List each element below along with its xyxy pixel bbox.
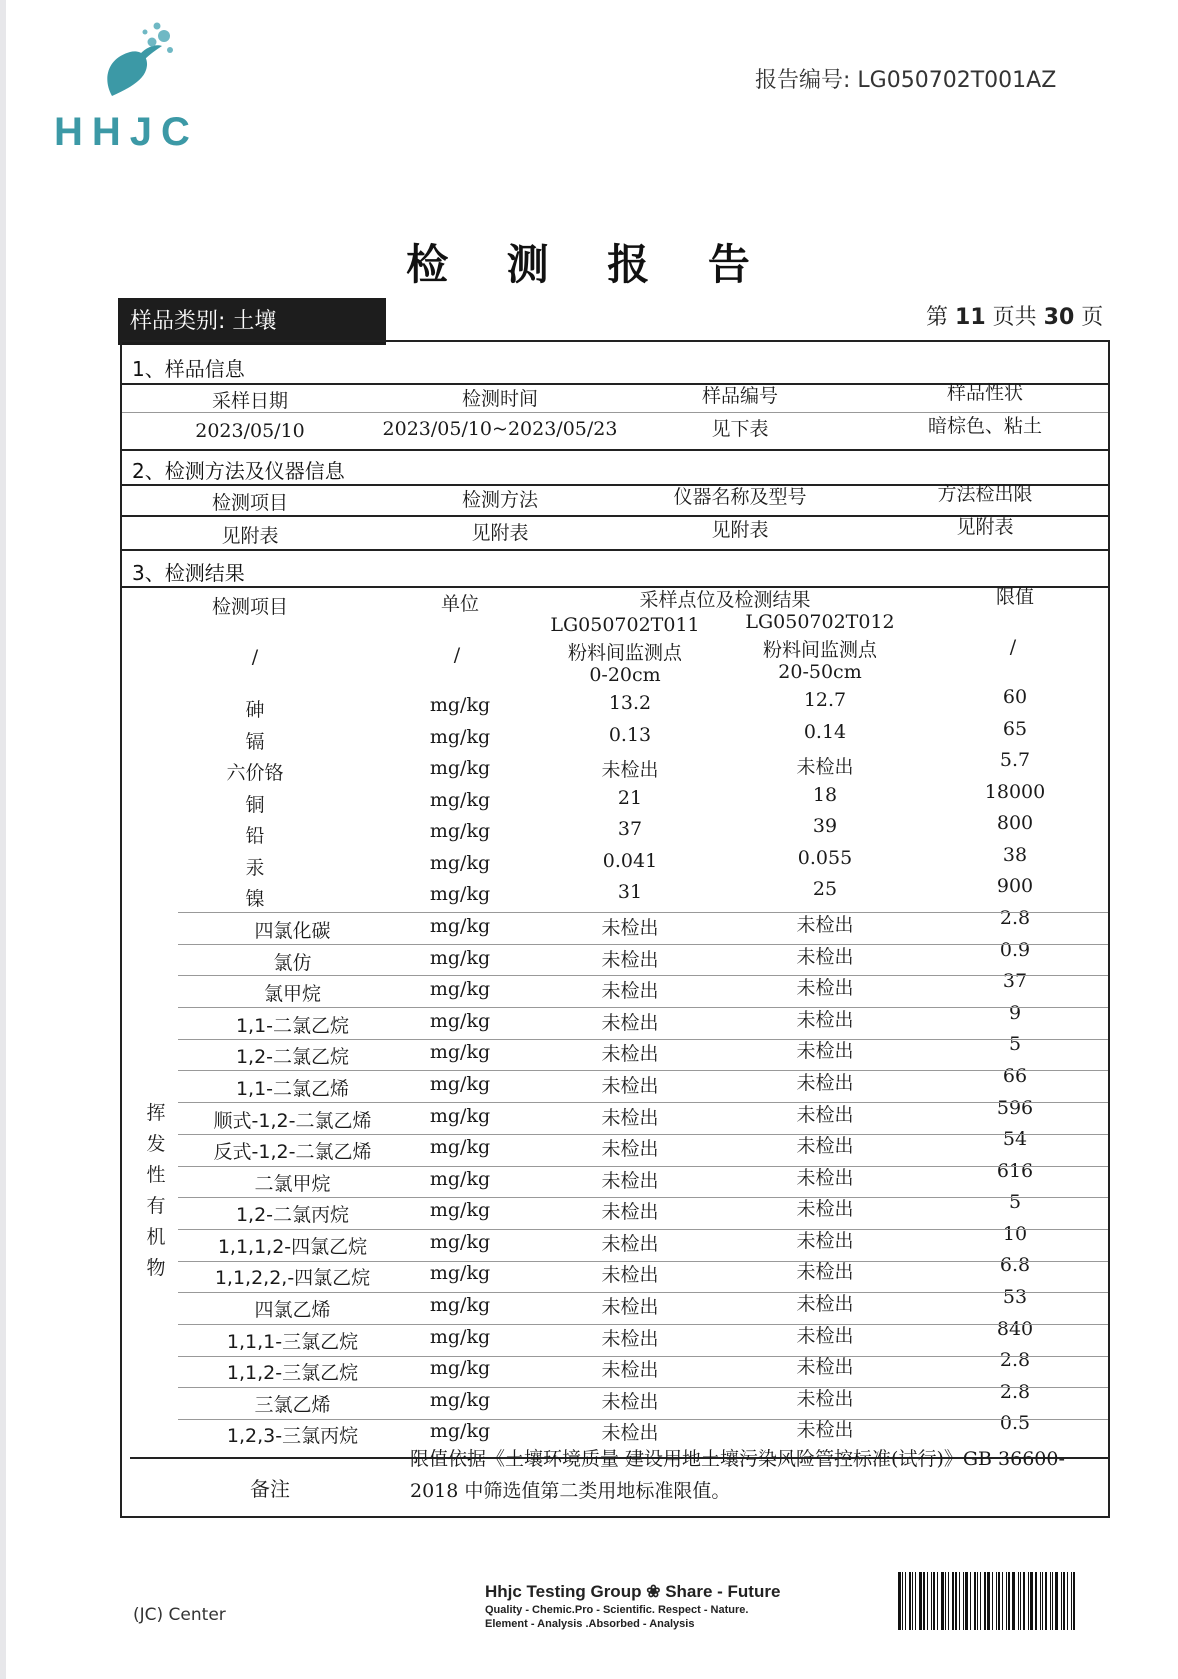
result-cell-limit: 2.8 [999, 1349, 1031, 1372]
voc-group-label [142, 1098, 170, 1284]
report-number-label: 报告编号: [755, 68, 851, 93]
barcode-bar [1023, 1572, 1025, 1630]
result-cell-limit: 66 [1002, 1064, 1028, 1087]
result-cell-r1: 未检出 [601, 759, 659, 782]
result-cell-limit: 9 [1008, 1001, 1022, 1024]
result-cell-item: 顺式-1,2-二氯乙烯 [213, 1109, 372, 1132]
s1-value-sample-nature: 暗棕色、粘土 [927, 415, 1042, 437]
s2-header-method: 检测方法 [461, 489, 538, 511]
result-cell-unit: mg/kg [429, 1199, 491, 1222]
result-cell-r2: 未检出 [796, 977, 854, 1000]
page-suffix: 页 [1081, 305, 1104, 330]
result-cell-unit: mg/kg [429, 1072, 491, 1095]
result-cell-r1: 37 [617, 818, 643, 841]
section-3-heading: 3、检测结果 [132, 561, 245, 585]
footer-center-label: (JC) Center [133, 1605, 226, 1625]
result-cell-r1: 未检出 [601, 1074, 659, 1097]
result-cell-unit: mg/kg [429, 820, 491, 843]
result-cell-unit: mg/kg [429, 1041, 491, 1064]
result-cell-unit: mg/kg [429, 1009, 491, 1032]
result-cell-r2: 未检出 [796, 1071, 854, 1094]
barcode-bar [898, 1572, 901, 1630]
result-cell-r1: 未检出 [601, 1169, 659, 1192]
result-cell-unit: mg/kg [429, 1357, 491, 1380]
s1-header-date: 采样日期 [211, 390, 288, 412]
barcode-bar [1018, 1572, 1019, 1630]
result-cell-r1: 未检出 [601, 1011, 659, 1034]
row-divider [178, 1102, 1108, 1103]
result-cell-unit: mg/kg [429, 1420, 491, 1443]
barcode-bar [996, 1572, 997, 1630]
barcode-bar [987, 1572, 990, 1630]
result-cell-unit: mg/kg [429, 978, 491, 1001]
result-cell-r2: 未检出 [796, 1356, 854, 1379]
barcode-bar [1028, 1572, 1029, 1630]
result-cell-limit: 616 [996, 1159, 1034, 1182]
remark-text: 限值依据《土壤环境质量 建设用地土壤污染风险管控标准(试行)》GB 36600-2018 中筛选值第二类用地标准限值。 [410, 1448, 1065, 1502]
s2-value-method: 见附表 [471, 522, 529, 544]
result-cell-item: 镍 [245, 888, 265, 911]
voc-group-char: 性 [146, 1164, 166, 1186]
point2-name: 粉料间监测点 [762, 639, 877, 661]
point1-name: 粉料间监测点 [567, 642, 682, 664]
result-cell-r2: 12.7 [803, 689, 847, 711]
result-cell-item: 铜 [245, 793, 265, 816]
result-cell-limit: 840 [996, 1317, 1034, 1340]
s2-value-instrument: 见附表 [711, 519, 769, 541]
s2-header-instrument: 仪器名称及型号 [673, 486, 807, 508]
result-cell-r1: 未检出 [601, 1296, 659, 1319]
s3-slash-limit: / [1009, 636, 1017, 658]
s3-slash-item: / [251, 646, 259, 668]
barcode-bar [955, 1572, 957, 1630]
result-cell-r2: 未检出 [796, 1293, 854, 1316]
barcode-bar [1067, 1572, 1068, 1630]
result-cell-r1: 13.2 [608, 692, 652, 714]
result-cell-unit: mg/kg [429, 883, 491, 906]
barcode-bar [998, 1572, 1000, 1630]
result-cell-limit: 10 [1002, 1222, 1028, 1245]
result-cell-item: 汞 [245, 856, 265, 879]
result-cell-r2: 未检出 [796, 1103, 854, 1126]
s2-value-detection-limit: 见附表 [956, 516, 1014, 538]
result-cell-r1: 0.13 [608, 723, 652, 746]
s3-header-limit: 限值 [995, 586, 1034, 608]
row-divider [178, 1387, 1108, 1388]
point2-depth: 20-50cm [778, 661, 862, 683]
barcode-bar [977, 1572, 978, 1630]
result-cell-r2: 0.055 [797, 846, 853, 869]
result-cell-r2: 未检出 [796, 1008, 854, 1031]
result-cell-limit: 0.5 [999, 1412, 1031, 1435]
divider [122, 449, 1108, 451]
result-cell-r2: 未检出 [796, 1198, 854, 1221]
barcode-bar [915, 1572, 916, 1630]
barcode-bar [1030, 1572, 1033, 1630]
result-cell-unit: mg/kg [429, 1104, 491, 1127]
result-cell-unit: mg/kg [429, 851, 491, 874]
result-cell-limit: 53 [1002, 1286, 1028, 1309]
result-cell-unit: mg/kg [429, 1262, 491, 1285]
page-title: 检 测 报 告 [406, 240, 772, 289]
barcode-bar [905, 1572, 906, 1630]
result-cell-unit: mg/kg [429, 1388, 491, 1411]
barcode-bar [1035, 1572, 1037, 1630]
result-cell-limit: 5.7 [999, 749, 1031, 772]
row-divider [178, 944, 1108, 945]
footer-brand-line1 [485, 1582, 825, 1602]
result-cell-r1: 未检出 [601, 1043, 659, 1066]
result-cell-r2: 0.14 [803, 720, 847, 743]
result-cell-unit: mg/kg [429, 725, 491, 748]
section-1-heading: 1、样品信息 [132, 357, 245, 381]
row-divider [178, 1197, 1108, 1198]
result-cell-unit: mg/kg [429, 915, 491, 938]
result-cell-r1: 未检出 [601, 1232, 659, 1255]
barcode-bar [909, 1572, 911, 1630]
result-cell-item: 四氯乙烯 [254, 1299, 331, 1322]
s1-header-sample-nature: 样品性状 [946, 382, 1023, 404]
result-cell-r2: 未检出 [796, 1166, 854, 1189]
barcode-bar [1020, 1572, 1021, 1630]
barcode-bar [927, 1572, 928, 1630]
barcode-bar [912, 1572, 913, 1630]
voc-group-char: 发 [146, 1133, 166, 1155]
point1-depth: 0-20cm [589, 664, 661, 686]
result-cell-r2: 未检出 [796, 1040, 854, 1063]
result-cell-r1: 未检出 [601, 1390, 659, 1413]
footer-group: Hhjc Testing Group [485, 1582, 642, 1601]
result-cell-item: 1,1,1,2-四氯乙烷 [217, 1235, 368, 1258]
result-cell-item: 1,1-二氯乙烷 [235, 1014, 350, 1037]
result-cell-r1: 0.041 [602, 849, 658, 872]
barcode-bar [1006, 1572, 1007, 1630]
barcode-bar [1050, 1572, 1051, 1630]
barcode-bar [937, 1572, 938, 1630]
result-cell-item: 氯仿 [273, 951, 312, 974]
result-cell-limit: 0.9 [999, 938, 1031, 961]
barcode-bar [945, 1572, 946, 1630]
result-cell-item: 四氯化碳 [254, 920, 331, 943]
logo-mark-icon [100, 18, 180, 108]
result-cell-unit: mg/kg [429, 1230, 491, 1253]
result-cell-r2: 未检出 [796, 1135, 854, 1158]
barcode-bar [1042, 1572, 1043, 1630]
s1-header-sample-no: 样品编号 [701, 385, 778, 407]
barcode-bar [1071, 1572, 1072, 1630]
result-cell-unit: mg/kg [429, 1294, 491, 1317]
barcode-bar [959, 1572, 960, 1630]
result-cell-limit: 38 [1002, 843, 1028, 866]
result-cell-item: 氯甲烷 [263, 983, 321, 1006]
divider [122, 549, 1108, 551]
result-cell-limit: 65 [1002, 717, 1028, 740]
report-number [755, 63, 1056, 94]
result-cell-r1: 未检出 [601, 917, 659, 940]
barcode-bar [1012, 1572, 1015, 1630]
company-logo [52, 18, 212, 153]
result-cell-unit: mg/kg [429, 757, 491, 780]
barcode-bar [965, 1572, 968, 1630]
barcode-bar [902, 1572, 903, 1630]
result-cell-unit: mg/kg [429, 946, 491, 969]
s2-header-item: 检测项目 [211, 492, 288, 514]
result-cell-r2: 未检出 [796, 756, 854, 779]
result-cell-item: 1,1,2,2,-四氯乙烷 [214, 1267, 371, 1290]
barcode-bar [933, 1572, 935, 1630]
result-cell-r1: 未检出 [601, 948, 659, 971]
result-cell-r1: 未检出 [601, 1327, 659, 1350]
row-divider [178, 1356, 1108, 1357]
result-cell-item: 1,1,1-三氯乙烷 [226, 1330, 359, 1353]
result-cell-r1: 未检出 [601, 1422, 659, 1445]
footer-tagline-2: Element - Analysis .Absorbed - Analysis [485, 1618, 695, 1630]
s1-value-test-time: 2023/05/10~2023/05/23 [382, 418, 618, 440]
point2-id: LG050702T012 [745, 611, 895, 633]
result-cell-limit: 2.8 [999, 907, 1031, 930]
page-mid: 页共 [992, 305, 1037, 330]
page-total: 30 [1043, 305, 1075, 330]
barcode-bar [984, 1572, 986, 1630]
result-cell-item: 镉 [245, 730, 265, 753]
result-cell-unit: mg/kg [429, 1325, 491, 1348]
s3-slash-unit: / [453, 644, 461, 666]
barcode-bar [952, 1572, 954, 1630]
s3-header-item: 检测项目 [211, 596, 288, 618]
voc-group-char: 挥 [146, 1102, 166, 1124]
barcode-bar [980, 1572, 981, 1630]
row-divider [178, 1419, 1108, 1420]
barcode-bar [992, 1572, 993, 1630]
s1-header-test-time: 检测时间 [461, 388, 538, 410]
report-number-value: LG050702T001AZ [857, 68, 1057, 93]
result-cell-r1: 未检出 [601, 1359, 659, 1382]
flower-icon: ❀ [646, 1582, 661, 1601]
result-cell-limit: 37 [1002, 970, 1028, 993]
section-2-heading: 2、检测方法及仪器信息 [132, 459, 345, 483]
result-cell-r2: 25 [812, 878, 838, 901]
result-cell-r2: 未检出 [796, 1229, 854, 1252]
result-cell-item: 1,1-二氯乙烯 [235, 1077, 350, 1100]
result-cell-r1: 未检出 [601, 1264, 659, 1287]
result-cell-item: 1,1,2-三氯乙烷 [226, 1362, 359, 1385]
result-cell-limit: 6.8 [999, 1254, 1031, 1277]
barcode-bar [1040, 1572, 1041, 1630]
result-cell-r1: 31 [617, 881, 643, 904]
barcode-bar [963, 1572, 964, 1630]
sample-category: 样品类别: 土壤 [118, 298, 386, 345]
result-cell-limit: 54 [1002, 1128, 1028, 1151]
barcode-bar [948, 1572, 949, 1630]
barcode-bar [1073, 1572, 1075, 1630]
result-cell-limit: 5 [1008, 1033, 1022, 1056]
page-current: 11 [955, 305, 986, 330]
result-cell-r2: 18 [812, 783, 838, 806]
result-cell-r2: 39 [812, 815, 838, 838]
s3-header-results: 采样点位及检测结果 [639, 589, 811, 611]
barcode-bar [919, 1572, 922, 1630]
result-cell-item: 三氯乙烯 [254, 1393, 331, 1416]
row-divider [178, 1007, 1108, 1008]
result-cell-item: 1,2,3-三氯丙烷 [226, 1425, 359, 1448]
result-cell-r2: 未检出 [796, 945, 854, 968]
result-cell-limit: 18000 [984, 780, 1046, 803]
result-cell-r2: 未检出 [796, 1419, 854, 1442]
result-cell-r2: 未检出 [796, 1261, 854, 1284]
s1-value-sample-no: 见下表 [711, 418, 769, 440]
row-divider [178, 1070, 1108, 1071]
logo-text: HHJC [54, 110, 199, 154]
barcode [898, 1572, 1082, 1630]
result-cell-unit: mg/kg [429, 788, 491, 811]
footer-motto: Share - Future [665, 1582, 781, 1601]
barcode-bar [1008, 1572, 1010, 1630]
barcode-bar [941, 1572, 944, 1630]
result-cell-item: 砷 [245, 699, 265, 721]
result-cell-r2: 未检出 [796, 1324, 854, 1347]
result-cell-unit: mg/kg [429, 1167, 491, 1190]
row-divider [178, 1261, 1108, 1262]
result-cell-r1: 未检出 [601, 980, 659, 1003]
result-cell-limit: 5 [1008, 1191, 1022, 1214]
page-prefix: 第 [926, 305, 949, 330]
result-cell-r2: 未检出 [796, 914, 854, 937]
voc-group-char: 物 [146, 1257, 166, 1279]
result-cell-unit: mg/kg [429, 694, 491, 716]
voc-group-char: 机 [146, 1226, 166, 1248]
barcode-bar [923, 1572, 925, 1630]
remark-label: 备注 [250, 1477, 290, 1501]
row-divider [178, 975, 1108, 976]
barcode-bar [1052, 1572, 1053, 1630]
footer-brand [485, 1582, 825, 1630]
s1-value-date: 2023/05/10 [195, 420, 305, 442]
barcode-bar [970, 1572, 971, 1630]
result-cell-item: 1,2-二氯丙烷 [235, 1204, 350, 1227]
row-divider [178, 1134, 1108, 1135]
result-cell-limit: 596 [996, 1096, 1034, 1119]
page-indicator [926, 300, 1103, 331]
row-divider [178, 1324, 1108, 1325]
barcode-bar [1045, 1572, 1047, 1630]
result-cell-limit: 800 [996, 812, 1034, 835]
result-cell-item: 铅 [245, 825, 265, 848]
row-divider [178, 1039, 1108, 1040]
result-cell-limit: 900 [996, 875, 1034, 898]
result-cell-limit: 60 [1002, 686, 1028, 708]
result-cell-r1: 未检出 [601, 1106, 659, 1129]
barcode-bar [1063, 1572, 1065, 1630]
barcode-bar [974, 1572, 976, 1630]
barcode-bar [1061, 1572, 1062, 1630]
result-cell-unit: mg/kg [429, 1136, 491, 1159]
row-divider [178, 1292, 1108, 1293]
row-divider [178, 1166, 1108, 1167]
barcode-bar [1055, 1572, 1058, 1630]
result-cell-item: 1,2-二氯乙烷 [235, 1046, 350, 1069]
s2-value-item: 见附表 [221, 525, 279, 547]
barcode-bar [1002, 1572, 1003, 1630]
voc-group-char: 有 [146, 1195, 166, 1217]
result-cell-r1: 未检出 [601, 1138, 659, 1161]
result-cell-item: 二氯甲烷 [254, 1172, 331, 1195]
result-cell-limit: 2.8 [999, 1380, 1031, 1403]
result-cell-r2: 未检出 [796, 1387, 854, 1410]
row-divider [178, 1229, 1108, 1230]
result-cell-item: 六价铬 [226, 762, 284, 785]
result-cell-r1: 21 [617, 786, 643, 809]
result-cell-r1: 未检出 [601, 1201, 659, 1224]
footer-tagline-1: Quality - Chemic.Pro - Scientific. Respect - Nature. [485, 1604, 749, 1616]
point1-id: LG050702T011 [550, 614, 700, 636]
result-cell-item: 反式-1,2-二氯乙烯 [213, 1141, 372, 1164]
s2-header-detection-limit: 方法检出限 [937, 483, 1033, 505]
row-divider [178, 912, 1108, 913]
s3-header-unit: 单位 [440, 593, 479, 615]
barcode-bar [931, 1572, 932, 1630]
